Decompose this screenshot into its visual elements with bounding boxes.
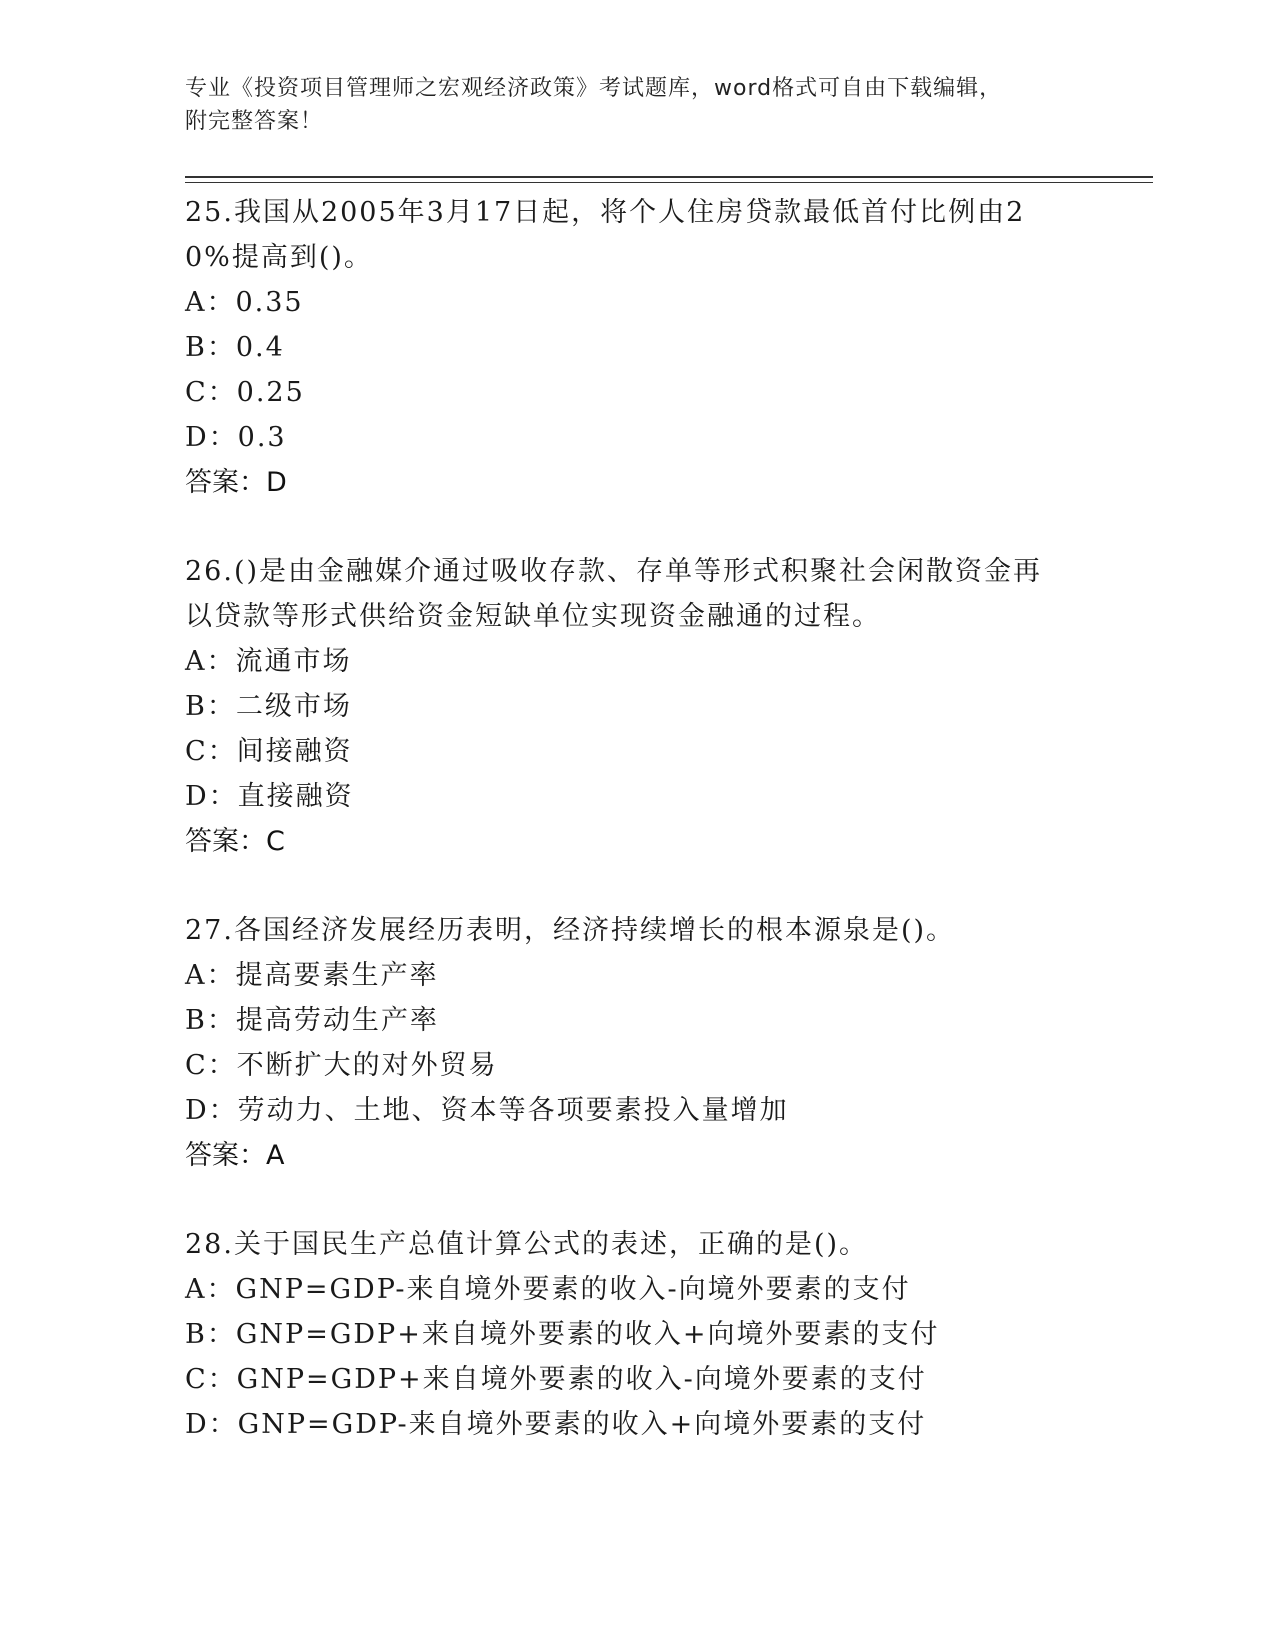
option-b: B：0.4 [185,332,285,363]
question-stem: 25.我国从2005年3月17日起，将个人住房贷款最低首付比例由20%提高到()。 [185,197,1026,273]
option-c: C：GNP=GDP+来自境外要素的收入-向境外要素的支付 [185,1364,927,1395]
option-c: C：0.25 [185,377,305,408]
option-b: B：提高劳动生产率 [185,1005,439,1036]
question-28 [185,1222,1085,1447]
question-stem: 26.()是由金融媒介通过吸收存款、存单等形式积聚社会闲散资金再以贷款等形式供给资金短缺单位实现资金融通的过程。 [185,556,1043,632]
option-b: B：GNP=GDP+来自境外要素的收入+向境外要素的支付 [185,1319,940,1350]
answer-line: 答案：D [185,467,287,498]
option-a: A：提高要素生产率 [185,960,439,991]
answer-line: 答案：C [185,826,285,857]
option-b: B：二级市场 [185,691,352,722]
option-d: D：直接融资 [185,781,354,812]
question-27 [185,908,1085,1178]
question-list [185,190,1085,1491]
document-header [185,72,1065,138]
document-page [185,0,1155,1650]
option-a: A：0.35 [185,287,304,318]
answer-line: 答案：A [185,1140,285,1171]
header-line-1: 专业《投资项目管理师之宏观经济政策》考试题库，word格式可自由下载编辑， [185,76,1003,101]
option-d: D：劳动力、土地、资本等各项要素投入量增加 [185,1095,789,1126]
option-d: D：0.3 [185,422,287,453]
option-c: C：间接融资 [185,736,353,767]
option-a: A：GNP=GDP-来自境外要素的收入-向境外要素的支付 [185,1274,911,1305]
header-divider-thick [185,176,1153,178]
option-d: D：GNP=GDP-来自境外要素的收入+向境外要素的支付 [185,1409,927,1440]
question-25 [185,190,1085,505]
option-a: A：流通市场 [185,646,352,677]
option-c: C：不断扩大的对外贸易 [185,1050,498,1081]
header-divider-thin [185,182,1153,183]
header-line-2: 附完整答案！ [185,109,324,134]
question-stem: 28.关于国民生产总值计算公式的表述，正确的是()。 [185,1229,869,1260]
question-stem: 27.各国经济发展经历表明，经济持续增长的根本源泉是()。 [185,915,956,946]
question-26 [185,549,1085,864]
